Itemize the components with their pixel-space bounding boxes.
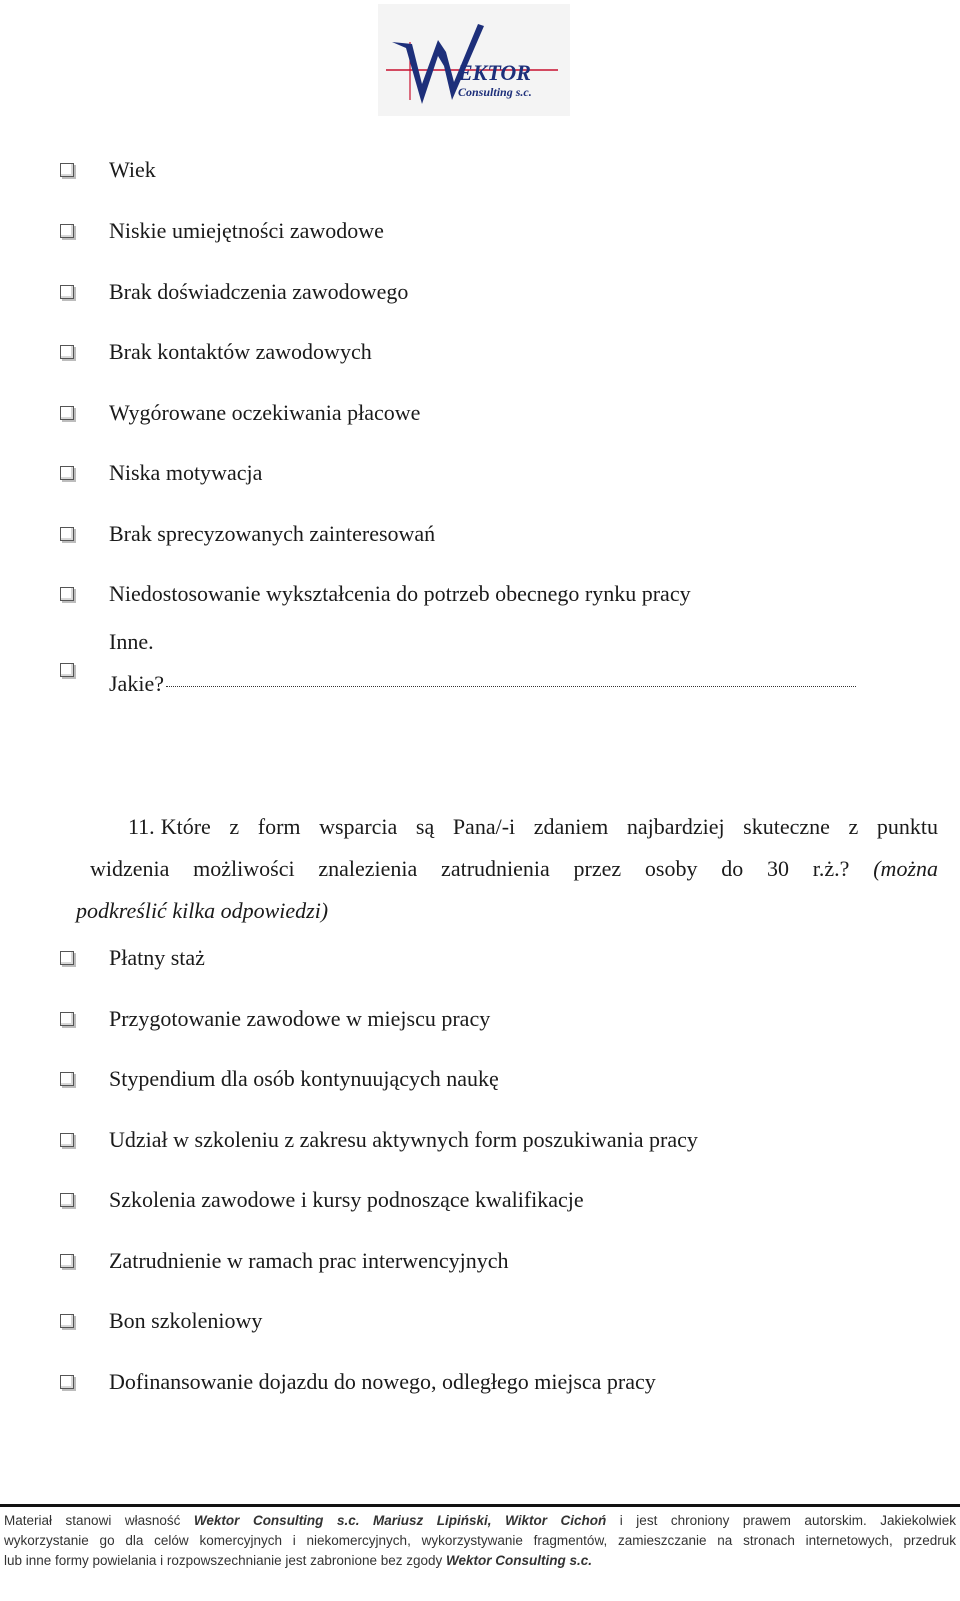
checkbox-option[interactable]: [60, 1246, 509, 1276]
question-note-a: (można: [873, 856, 939, 881]
checkbox-icon[interactable]: [60, 951, 74, 965]
checkbox-option[interactable]: [60, 155, 156, 185]
company-logo: [378, 4, 570, 116]
checkbox-option[interactable]: [60, 579, 691, 609]
other-specify-label: Jakie?: [109, 671, 164, 696]
checkbox-icon[interactable]: [60, 406, 74, 420]
checkbox-icon[interactable]: [60, 1012, 74, 1026]
checkbox-option[interactable]: [60, 1306, 263, 1336]
question-11: [76, 806, 938, 932]
footer-line-1: [4, 1511, 956, 1531]
option-label: Wygórowane oczekiwania płacowe: [109, 400, 421, 425]
question-line: [76, 848, 938, 890]
checkbox-option[interactable]: [60, 1185, 584, 1215]
option-label: Udział w szkoleniu z zakresu aktywnych form poszukiwania pracy: [109, 1127, 698, 1152]
footer-text: i jest chroniony prawem autorskim. Jakiekolwiek: [619, 1513, 956, 1528]
checkbox-option[interactable]: [60, 337, 372, 367]
other-specify-line[interactable]: [166, 686, 856, 687]
option-label: Szkolenia zawodowe i kursy podnoszące kwalifikacje: [109, 1187, 584, 1212]
option-label: Brak doświadczenia zawodowego: [109, 279, 409, 304]
checkbox-option[interactable]: [60, 277, 409, 307]
footer-company: Wektor Consulting s.c.: [446, 1553, 593, 1568]
checkbox-option[interactable]: [60, 398, 421, 428]
option-label: Niska motywacja: [109, 460, 263, 485]
footer-line-2: wykorzystanie go dla celów komercyjnych i niekomercyjnych, wykorzystywanie fragmentów, zamieszczanie na stronach internetowych, przedruk: [4, 1533, 956, 1548]
checkbox-icon[interactable]: [60, 466, 74, 480]
question-note-b: podkreślić kilka odpowiedzi): [76, 898, 329, 923]
option-label: Stypendium dla osób kontynuujących naukę: [109, 1066, 499, 1091]
wektor-logo-icon: [378, 4, 570, 116]
logo-subtext: Consulting s.c.: [458, 85, 532, 99]
copyright-footer: [0, 1504, 960, 1571]
other-specify: [109, 669, 856, 699]
checkbox-option[interactable]: [60, 519, 436, 549]
checkbox-icon[interactable]: [60, 1375, 74, 1389]
checkbox-option[interactable]: [60, 1004, 491, 1034]
footer-company: Wektor Consulting s.c.: [193, 1513, 360, 1528]
checkbox-option[interactable]: [60, 458, 263, 488]
checkbox-icon[interactable]: [60, 224, 74, 238]
question-number: 11.: [128, 814, 155, 839]
option-label: Bon szkoleniowy: [109, 1308, 263, 1333]
option-label-other: Inne.: [109, 629, 154, 654]
footer-text: Materiał stanowi własność: [4, 1513, 181, 1528]
checkbox-icon[interactable]: [60, 1254, 74, 1268]
checkbox-option[interactable]: [60, 1125, 698, 1155]
option-label: Brak kontaktów zawodowych: [109, 339, 372, 364]
checkbox-icon[interactable]: [60, 345, 74, 359]
option-label: Dofinansowanie dojazdu do nowego, odległego miejsca pracy: [109, 1369, 656, 1394]
option-label: Brak sprecyzowanych zainteresowań: [109, 521, 436, 546]
footer-line-3: [4, 1551, 956, 1571]
checkbox-icon[interactable]: [60, 285, 74, 299]
question-line: [76, 806, 938, 848]
option-label: Niskie umiejętności zawodowe: [109, 218, 384, 243]
checkbox-icon[interactable]: [60, 1133, 74, 1147]
checkbox-option[interactable]: [60, 943, 205, 973]
checkbox-icon[interactable]: [60, 527, 74, 541]
checkbox-icon[interactable]: [60, 163, 74, 177]
checkbox-option[interactable]: [60, 1367, 656, 1397]
checkbox-icon[interactable]: [60, 1314, 74, 1328]
checkbox-option-other[interactable]: [60, 629, 164, 696]
checkbox-icon[interactable]: [60, 587, 74, 601]
option-label: Wiek: [109, 157, 156, 182]
checkbox-option[interactable]: [60, 1064, 499, 1094]
logo-text: EKTOR: [458, 60, 531, 85]
checkbox-icon[interactable]: [60, 1193, 74, 1207]
question-text-1: Które z form wsparcia są Pana/-i zdaniem najbardziej skuteczne z punktu: [160, 814, 938, 839]
question-text-2: widzenia możliwości znalezienia zatrudnienia przez osoby do 30 r.ż.?: [90, 856, 850, 881]
option-label: Niedostosowanie wykształcenia do potrzeb obecnego rynku pracy: [109, 581, 691, 606]
footer-text: lub inne formy powielania i rozpowszechnianie jest zabronione bez zgody: [4, 1553, 443, 1568]
checkbox-icon[interactable]: [60, 663, 74, 677]
checkbox-icon[interactable]: [60, 1072, 74, 1086]
option-label: Płatny staż: [109, 945, 205, 970]
option-label: Zatrudnienie w ramach prac interwencyjnych: [109, 1248, 509, 1273]
option-label: Przygotowanie zawodowe w miejscu pracy: [109, 1006, 491, 1031]
checkbox-option[interactable]: [60, 216, 384, 246]
footer-authors: Mariusz Lipiński, Wiktor Cichoń: [373, 1513, 607, 1528]
